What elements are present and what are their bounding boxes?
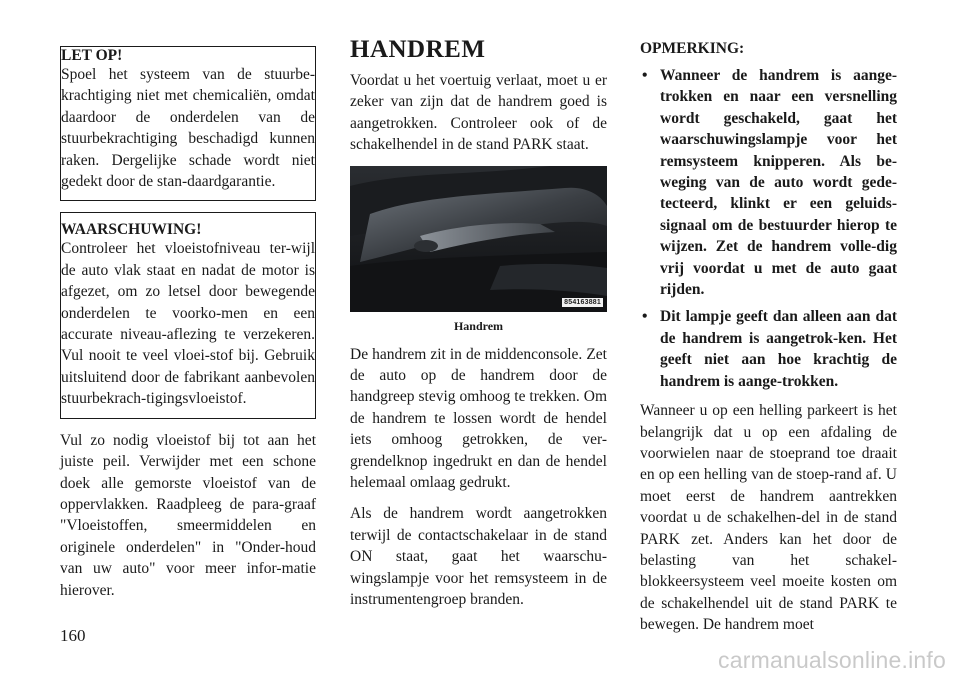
handbrake-paragraph-2: Als de handrem wordt aangetrokken terwijl de contactschakelaar in de stand ON staat, gaat het waarschu-wingslampje voor het remsysteem in de instrumentengroep branden.	[350, 505, 607, 609]
figure-code: 854163881	[564, 298, 601, 306]
handbrake-illustration	[350, 166, 607, 312]
caution-box	[60, 46, 316, 201]
caution-title: LET OP!	[61, 47, 123, 64]
left-column	[60, 46, 316, 611]
warning-body: Controleer het vloeistofniveau ter-wijl de auto vlak staat en nadat de motor is afgezet, om zo letsel door bewegende onderdelen te voorko-men en een accurate niveau-aflezing te verzekeren. Vul nooit te veel vloei-stof bij. Gebruik uitsluitend door de fabrikant aanbevolen stuurbekrach-tigingsvloeistof.	[61, 240, 315, 408]
page-number: 160	[60, 626, 86, 645]
list-item	[640, 65, 897, 300]
right-column	[640, 40, 897, 646]
list-item	[640, 306, 897, 392]
warning-box	[60, 212, 316, 418]
section-heading: HANDREM	[350, 36, 486, 63]
figure-caption: Handrem	[453, 318, 504, 333]
caution-body: Spoel het systeem van de stuurbe-krachtiging niet met chemicaliën, omdat daardoor de onderdelen van de stuurbekrachtiging beschadigd kunnen raken. Dergelijke schade wordt niet gedekt door de stan-daardgarantie.	[61, 66, 315, 191]
handbrake-paragraph-1: De handrem zit in de middenconsole. Zet de auto op de handrem door de handgreep stevig omhoog te trekken. Om de handrem te lossen wordt de hendel iets omhoog getrokken, de ver-grendelknop ingedrukt en dan de hendel helemaal omlaag gedrukt.	[350, 345, 607, 492]
note-bullets	[640, 65, 897, 392]
note-title: OPMERKING:	[640, 40, 745, 57]
warning-title: WAARSCHUWING!	[61, 221, 202, 239]
handbrake-photo	[350, 166, 607, 312]
bullet-text: Dit lampje geeft dan alleen aan dat de handrem is aangetrok-ken. Het geeft niet aan hoe krachtig de handrem is aange-trokken.	[660, 308, 897, 390]
fluid-paragraph: Vul zo nodig vloeistof bij tot aan het juiste peil. Verwijder met een schone doek alle gemorste vloeistof van de oppervlakken. Raadpleeg de para-graaf "Vloeistoffen, smeermiddelen en originele onderdelen" in "Onder-houd van uw auto" voor meer infor-matie hierover.	[60, 431, 316, 599]
bullet-text: Wanneer de handrem is aange-trokken en naar een versnelling wordt geschakeld, gaat het waarschuwingslampje voor het remsysteem knipperen. Als be-weging van de auto wordt gede-tecteerd, klinkt er een geluids-signaal om de bestuurder hierop te wijzen. Zet de handrem volle-dig vrij voordat u met de auto gaat rijden.	[660, 67, 897, 299]
bullet-icon: •	[642, 67, 648, 84]
intro-paragraph: Voordat u het voertuig verlaat, moet u er zeker van zijn dat de handrem goed is aangetrokken. Controleer ook of de schakelhendel in de stand PARK staat.	[350, 72, 607, 154]
watermark: carmanualsonline.info	[718, 647, 946, 673]
parking-paragraph: Wanneer u op een helling parkeert is het belangrijk dat u op een afdaling de voorwielen naar de stoeprand toe draait en op een helling van de stoep-rand af. U moet eerst de handrem aantrekken voordat u de schakelhen-del in de stand PARK zet. Anders kan het door de belasting van het schakel-blokkeersysteem veel moeite kosten om de schakelhendel uit de stand PARK te bewegen. De handrem moet	[640, 402, 897, 634]
bullet-icon: •	[642, 308, 648, 326]
middle-column	[350, 36, 607, 621]
